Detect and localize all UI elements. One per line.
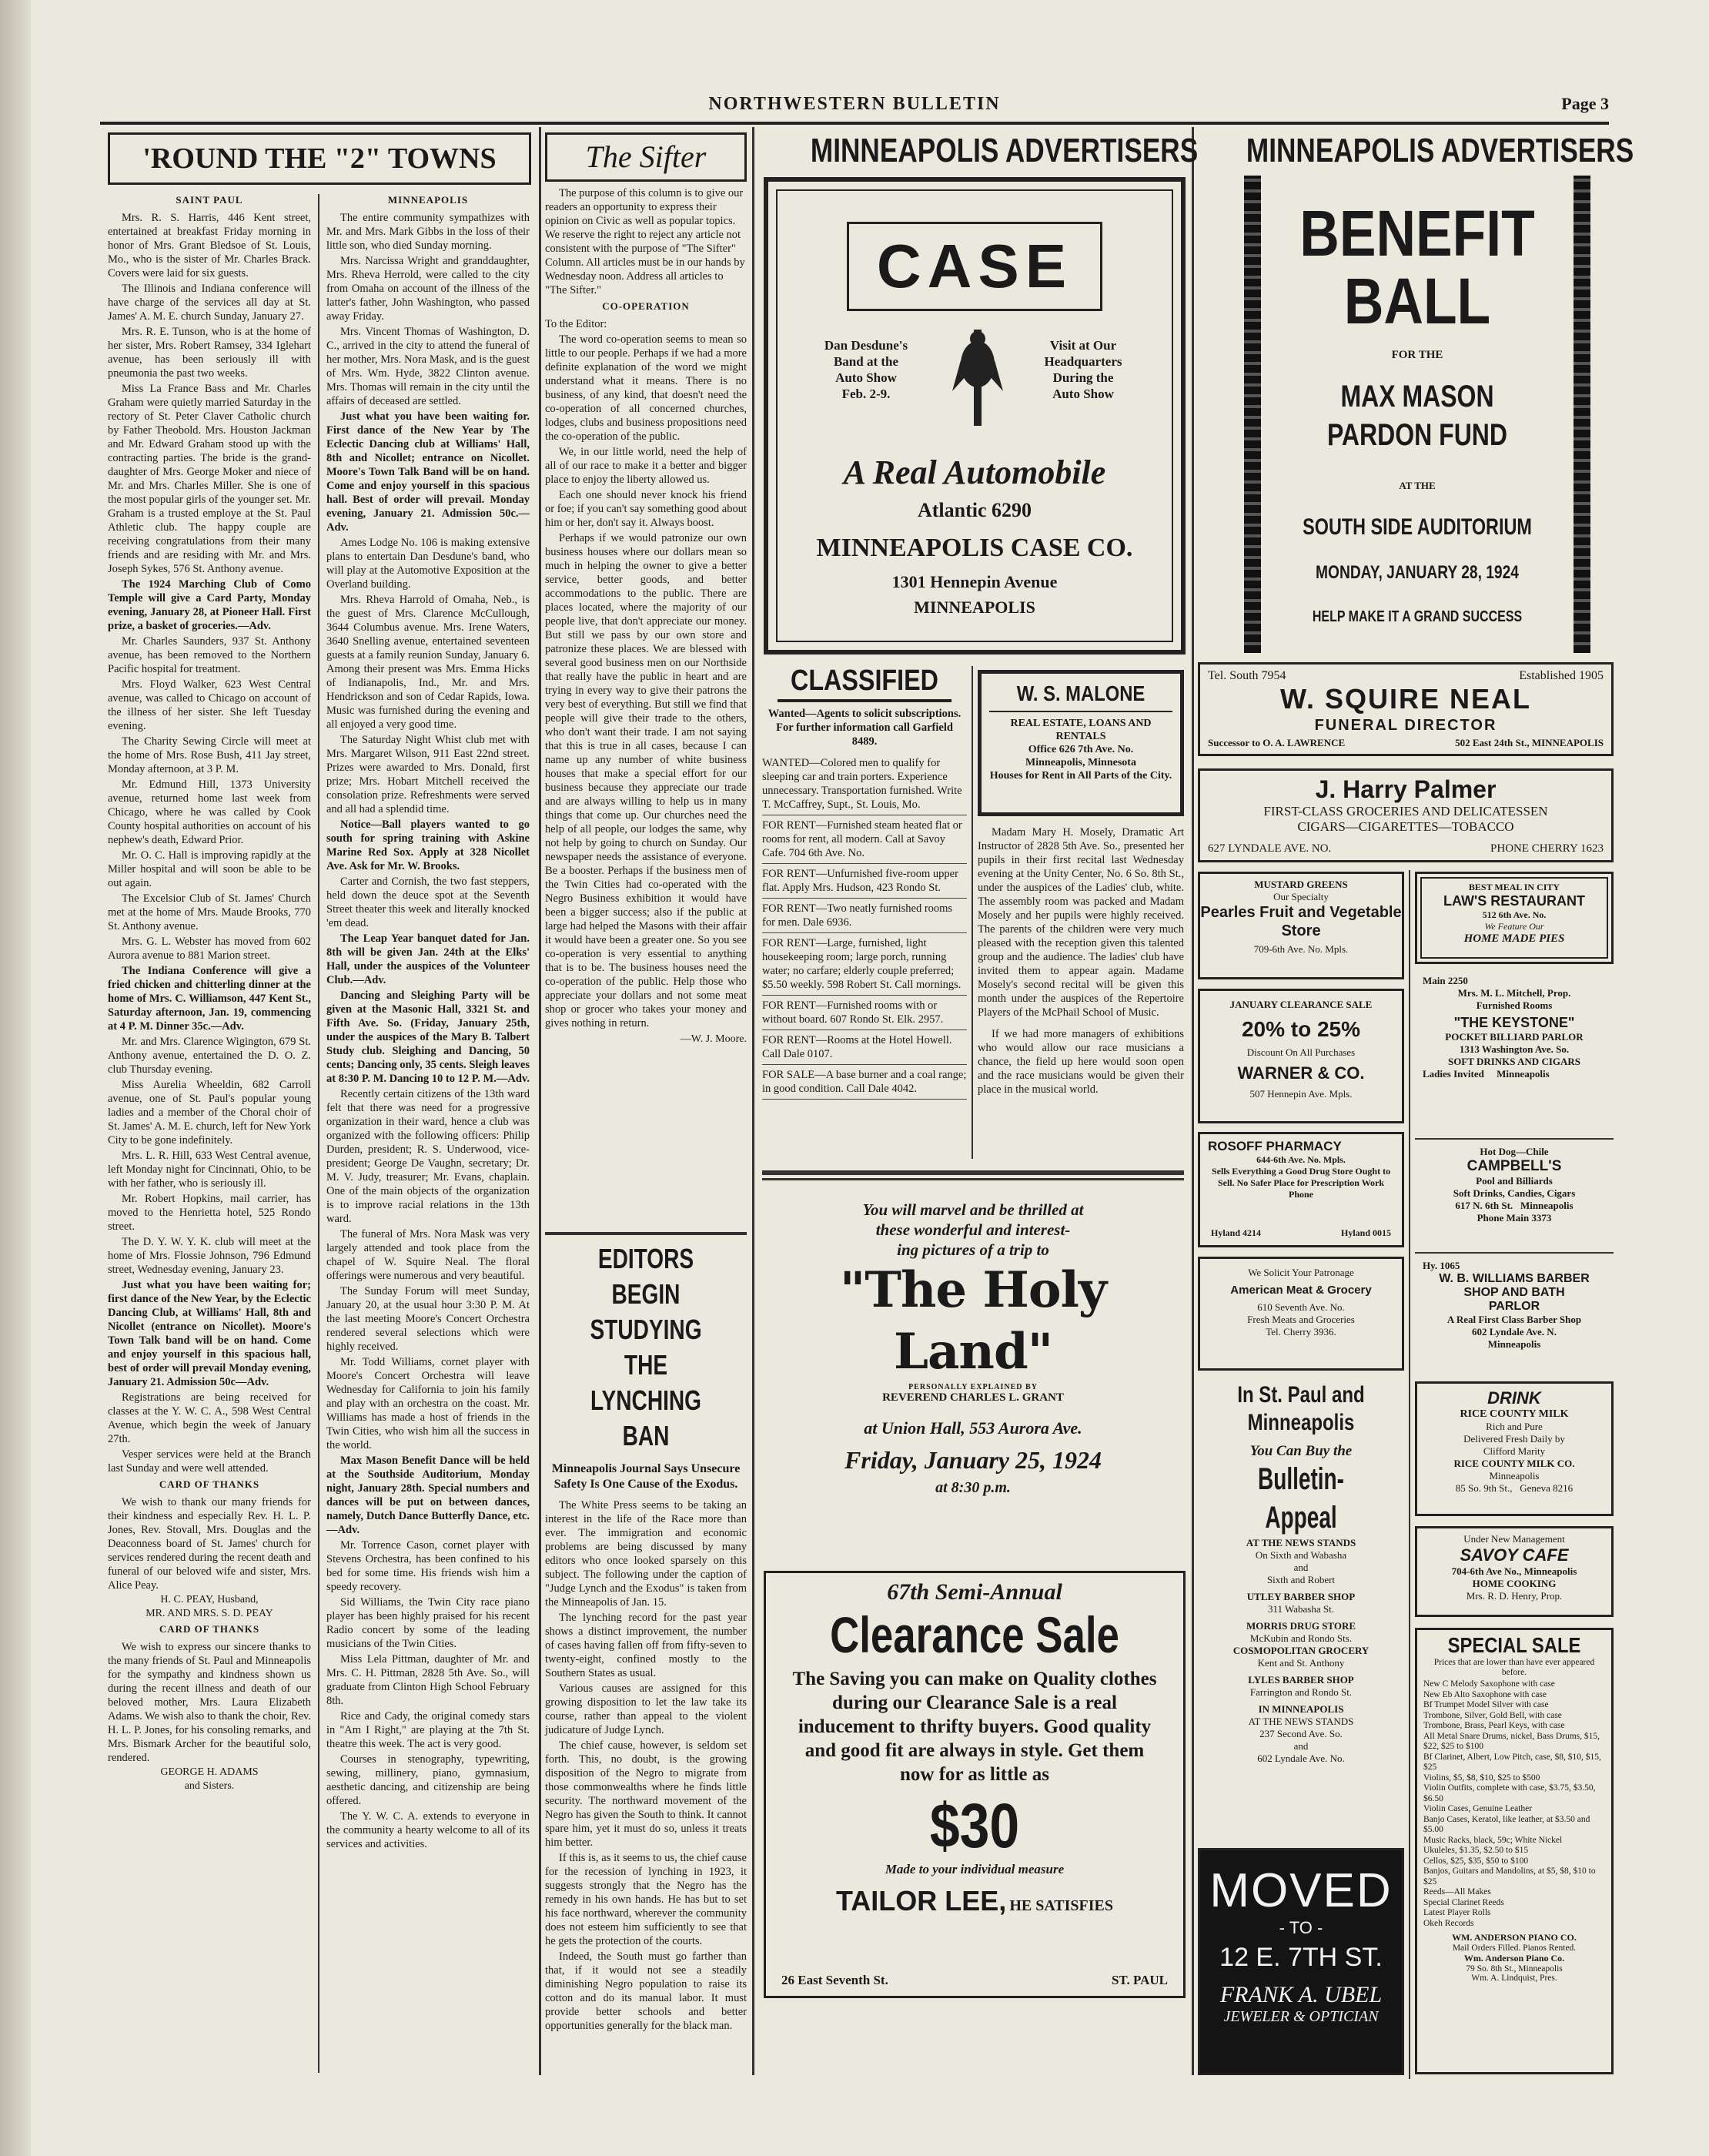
signature: MR. AND MRS. S. D. PEAY (145, 1608, 273, 1619)
news-item: The Excelsior Club of St. James' Church met at the home of Mrs. Maude Brooks, 770 St. Anthony avenue. (108, 892, 311, 932)
milk-name: RICE COUNTY MILK (1460, 1408, 1569, 1420)
article-paragraph: Madam Mary H. Mosely, Dramatic Art Instructor of 2828 5th Ave. So., presented her pupils in their first recital last Wednesday evening at the Unity Center, No. 6 So. 8th St., under the auspices of the Ladies' club, white. The assembly room was packed and Madam Mosely and her pupils were highly received. The parents of the children were very much pleased with the reception given this talented group and the audience. The ladies' club have invited them to appear again. Madame Mosely's second recital will be given this month under the auspices of the Repertoire Players of the McPhail School of Music. (978, 826, 1184, 1019)
classified-item: FOR RENT—Furnished steam heated flat or rooms for rent, all modern. Call at Savoy Cafe. 704 6th Ave. No. (762, 815, 967, 864)
holy-land-reverend: REVEREND CHARLES L. GRANT (882, 1391, 1064, 1404)
classified-item: WANTED—Colored men to qualify for sleeping car and train porters. Experience unnecessary. Transportation furnished. Write T. McCaffrey, Supt., St. Louis, Mo. (762, 753, 967, 815)
news-item: Courses in stenography, typewriting, sewing, millinery, piano, gymnasium, aesthetic dancing, and citizenship are being offered. (326, 1753, 530, 1807)
news-item: Miss Lela Pittman, daughter of Mr. and Mrs. C. H. Pittman, 2828 5th Ave. So., will graduate from Clinton High School February 8th. (326, 1653, 530, 1707)
warner-line: Discount On All Purchases (1246, 1046, 1356, 1058)
holy-land-ad (762, 1186, 1184, 1496)
decorative-border (1574, 176, 1590, 653)
news-item: Mr. Charles Saunders, 937 St. Anthony avenue, has been removed to the Northern Pacific hospital for treatment. (108, 635, 311, 675)
campbell-address: 617 N. 6th St. Minneapolis (1455, 1200, 1574, 1211)
special-firm: Wm. A. Lindquist, Pres. (1471, 1974, 1557, 1983)
news-item: Mr. Edmund Hill, 1373 University avenue, returned home last week from Chicago, where he was called by Cook County hospital authorities on account of his nephew's death, Edward Prior. (108, 778, 311, 846)
benefit-slogan: HELP MAKE IT A GRAND SUCCESS (1312, 608, 1523, 625)
pearles-name: Store (1281, 922, 1321, 939)
news-item: Mrs. Narcissa Wright and granddaughter, Mrs. Rheva Herrold, were called to the city from Omaha on account of the illness of the latter's father, John Washington, who passed away Friday. (326, 255, 530, 323)
section-title: 'ROUND THE "2" TOWNS (142, 142, 497, 175)
moved-trade: JEWELER & OPTICIAN (1223, 2008, 1379, 2025)
sale-item: Latest Player Rolls (1423, 1908, 1491, 1917)
savoy-address: 704-6th Ave No., Minneapolis (1451, 1565, 1577, 1577)
special-sale-list (1417, 1678, 1611, 1929)
pardon-fund: PARDON FUND (1326, 418, 1508, 452)
news-item: The 1924 Marching Club of Como Temple will give a Card Party, Monday evening, January 28, at Pioneer Hall. First prize, a basket of groceries.—Adv. (108, 578, 311, 632)
case-address: 1301 Hennepin Avenue (891, 572, 1058, 591)
headline-line: STUDYING THE (590, 1314, 702, 1381)
column-rule (752, 127, 754, 2075)
neal-address: 502 East 24th St., MINNEAPOLIS (1455, 737, 1604, 748)
news-item: Mrs. Rheva Harrold of Omaha, Neb., is the guest of Mrs. Clarence McCullough, 3644 Columbus avenue. Mrs. Irene Waters, 3640 Snelling avenue, entertained seventeen guests at a family reunion Sunday, January 6. Among their present was Mrs. Emma Hicks of Indianapolis, Ind., Mr. and Mrs. Hendrickson and son of Cedar Rapids, Iowa. Music was furnished during the evening and all enjoyed a very good time. (326, 594, 530, 731)
neal-title: FUNERAL DIRECTOR (1314, 717, 1497, 734)
sale-item: Banjos, Guitars and Mandolins, at $5, $8, $10 to $25 (1423, 1866, 1596, 1886)
letter-paragraph: We, in our little world, need the help of all of our race to make it a better and bigger place to enjoy the liberty allowed us. (545, 446, 747, 486)
savoy-cafe-ad (1415, 1526, 1614, 1617)
paper-name: NORTHWESTERN BULLETIN (708, 94, 1001, 114)
advertisers-banner-text: MINNEAPOLIS ADVERTISERS (1246, 132, 1634, 169)
eagle-emblem-icon (951, 322, 1005, 430)
article-paragraph: If this is, as it seems to us, the chief cause for the recession of lynching in 1923, it suggests strongly that the Negro has the remedy in his own hands. He has but to set his face northward, wherever the community does not esteem him sufficiently to see that he gets the protection of the courts. (545, 1852, 747, 1947)
article-deck: Minneapolis Journal Says Unsecure Safety Is One Cause of the Exodus. (551, 1462, 741, 1491)
malone-line: Houses for Rent in All Parts of the City. (989, 770, 1172, 782)
holy-land-intro: these wonderful and interest- (875, 1220, 1071, 1239)
clearance-subtitle: 67th Semi-Annual (887, 1579, 1062, 1605)
williams-address: 602 Lyndale Ave. N. (1472, 1326, 1557, 1337)
card-of-thanks-heading: CARD OF THANKS (159, 1478, 260, 1490)
warner-address: 507 Hennepin Ave. Mpls. (1249, 1088, 1353, 1100)
column-rule (539, 127, 541, 2075)
milk-line: Clifford Marity (1483, 1445, 1546, 1457)
classified-item: FOR RENT—Furnished rooms with or without board. 607 Rondo St. Elk. 2957. (762, 996, 967, 1030)
news-item: Mrs. R. S. Harris, 446 Kent street, entertained at breakfast Friday morning in honor of Mrs. Grant Bledsoe of St. Louis, Mo., who is the sister of Mr. Charles Brack. Covers were laid for six guests. (108, 212, 311, 280)
special-firm: WM. ANDERSON PIANO CO. (1452, 1932, 1577, 1943)
neal-established: Established 1905 (1519, 669, 1604, 682)
benefit-title: BENEFIT (1299, 197, 1535, 270)
bulletin-line: You Can Buy the (1249, 1443, 1353, 1459)
rosoff-address: 644-6th Ave. No. Mpls. (1256, 1154, 1346, 1165)
classified-title: CLASSIFIED (778, 662, 951, 702)
news-item: Mrs. G. L. Webster has moved from 602 Aurora avenue to 881 Marion street. (108, 936, 311, 962)
case-company: MINNEAPOLIS CASE CO. (816, 534, 1133, 562)
holy-land-intro: ing pictures of a trip to (897, 1240, 1049, 1259)
warner-discount: 20% to 25% (1241, 1017, 1361, 1041)
williams-name: PARLOR (1488, 1300, 1540, 1313)
news-item: The entire community sympathizes with Mr. and Mrs. Mark Gibbs in the loss of their little son, who died Sunday morning. (326, 212, 530, 252)
sale-item: Banjo Cases, Keratol, like leather, at $3.50 and $5.00 (1423, 1814, 1590, 1834)
malone-ad (978, 670, 1184, 816)
rosoff-name: ROSOFF PHARMACY (1208, 1139, 1342, 1153)
classified-intro: Wanted—Agents to solicit subscriptions. For further information call Garfield 8489. (768, 708, 962, 748)
malone-line: Office 626 7th Ave. No. (1028, 744, 1134, 755)
article-paragraph: The chief cause, however, is seldom set forth. This, no doubt, is the growing disposition of the Negro to migrate from those commonwealths where he finds little security. The northward movement of the Negro has given the South to think. It cannot spare him, yet it must do so, unless it treats him better. (545, 1739, 747, 1849)
column-rule (1192, 127, 1194, 2075)
at-the: AT THE (1399, 480, 1436, 491)
savoy-line: Under New Management (1463, 1533, 1565, 1545)
article-headline (567, 1241, 724, 1454)
palmer-ad (1198, 768, 1614, 862)
news-item: Vesper services were held at the Branch last Sunday and were well attended. (108, 1448, 311, 1475)
pearles-address: 709-6th Ave. No. Mpls. (1253, 943, 1349, 955)
bulletin-appeal-ad (1198, 1381, 1404, 1789)
laws-restaurant-ad (1415, 872, 1614, 964)
news-item: The Leap Year banquet dated for Jan. 8th will be given Jan. 24th at the Elks' Hall, under the auspices of the Volunteer Club.—Adv. (326, 932, 530, 986)
holy-land-date: Friday, January 25, 1924 (844, 1446, 1102, 1474)
case-ad (764, 177, 1186, 654)
news-item: The D. Y. W. Y. K. club will meet at the home of Mrs. Flossie Johnson, 796 Edmund street, Wednesday evening, January 23. (108, 1236, 311, 1276)
sale-item: New C Melody Saxophone with case (1423, 1679, 1555, 1689)
pearles-ad (1198, 872, 1404, 979)
palmer-name: J. Harry Palmer (1315, 775, 1497, 803)
rosoff-phone: Hyland 4214 (1211, 1227, 1262, 1238)
milk-city: Minneapolis (1489, 1470, 1540, 1481)
sale-item: Music Racks, black, 59c; White Nickel (1423, 1835, 1563, 1845)
holy-land-intro: You will marvel and be thrilled at (862, 1200, 1084, 1219)
newsstand-list: AT THE NEWS STANDS On Sixth and Wabasha and Sixth and Robert UTLEY BARBER SHOP 311 Wabasha St. MORRIS DRUG STORE McKubin and Rondo Sts. COSMOPOLITAN GROCERY Kent and St. Anthony LYLES BARBER SHOP Farrington and Rondo St. IN MINNEAPOLIS AT THE NEWS STANDS 237 Second Ave. So. and 602 Lyndale Ave. No. (1232, 1537, 1370, 1764)
neal-tel: Tel. South 7954 (1208, 669, 1286, 682)
classified-section (762, 662, 967, 1167)
tailor-lee-ad (764, 1571, 1186, 1998)
laws-address: 512 6th Ave. No. (1482, 909, 1547, 920)
news-item: Mrs. Floyd Walker, 623 West Central avenue, was called to Chicago on account of the illness of her sister. She left Tuesday evening. (108, 678, 311, 732)
williams-city: Minneapolis (1487, 1338, 1541, 1350)
sale-item: Cellos, $25, $35, $50 to $100 (1423, 1856, 1529, 1866)
benefit-ball-ad (1198, 176, 1614, 653)
clearance-price: $30 (929, 1791, 1020, 1861)
article-paragraph: Various causes are assigned for this growing disposition to let the law take its course, rather than appeal to the violent judicature of Judge Lynch. (545, 1682, 747, 1736)
news-item: The funeral of Mrs. Nora Mask was very largely attended and took place from the chapel of W. Squire Neal. The floral offerings were numerous and very beautiful. (326, 1228, 530, 1282)
news-item: The Saturday Night Whist club met with Mrs. Margaret Wilson, 911 East 22nd street. Prizes were awarded to Mrs. Donald, first prize; Mrs. Hobart Mitchell received the consolation prize. Refreshments were served and all had a splendid time. (326, 734, 530, 815)
keystone-phone: Main 2250 (1423, 975, 1468, 986)
round-the-towns-section (108, 132, 531, 2081)
letter-heading: CO-OPERATION (602, 300, 690, 312)
rosoff-line: Sells Everything a Good Drug Store Ought to Sell. No Safer Place for Prescription Work (1211, 1166, 1391, 1188)
article-paragraph: Indeed, the South must go farther than that, if it would not see a steadily diminishing Negro population to raise its cotton and do its manual labor. It must provide better schools and better opportunities generally for the black man. (545, 1950, 747, 2032)
venue: SOUTH SIDE AUDITORIUM (1303, 514, 1532, 540)
keystone-line: Ladies Invited Minneapolis (1423, 1068, 1550, 1080)
clearance-title: Clearance Sale (830, 1606, 1119, 1663)
article-paragraph: If we had more managers of exhibitions who would allow our race musicians a chance, the field up here would soon open and the race musicians would be given their place in the musical world. (978, 1028, 1184, 1096)
card-of-thanks-heading: CARD OF THANKS (159, 1623, 260, 1635)
american-line: We Solicit Your Patronage (1248, 1267, 1354, 1278)
campbell-line: Hot Dog—Chile (1480, 1146, 1549, 1157)
holy-land-place: at Union Hall, 553 Aurora Ave. (864, 1418, 1082, 1438)
neal-name: W. SQUIRE NEAL (1279, 683, 1532, 715)
news-item: Miss Aurelia Wheeldin, 682 Carroll avenue, one of St. Paul's popular young ladies and a member of the Choral choir of St. James' A. M. E. church, left for New York City to be gone indefinitely. (108, 1079, 311, 1147)
milk-company: RICE COUNTY MILK CO. (1453, 1458, 1575, 1469)
ball-title: BALL (1343, 265, 1491, 337)
news-item: Carter and Cornish, the two fast steppers, held down the deuce spot at the Seventh Street theater this week and literally knocked 'em dead. (326, 875, 530, 929)
news-item: Registrations are being received for classes at the Y. W. C. A., 598 West Central Avenue, which begin the week of January 27th. (108, 1391, 311, 1445)
news-item: The Sunday Forum will meet Sunday, January 20, at the usual hour 3:30 P. M. At the last meeting Moore's Concert Orchestra rendered several selections which were highly received. (326, 1285, 530, 1353)
article-paragraph: The lynching record for the past year shows a distinct improvement, the number of cases having fallen off from fifty-seven to twenty-eight, confined mostly to the Southern States as usual. (545, 1612, 747, 1679)
advertisers-banner (762, 129, 1199, 172)
news-item: Dancing and Sleighing Party will be given at the Masonic Hall, 3321 St. and Fifth Ave. So. (Friday, January 25th, under the auspices of the Mary B. Talbert Study club. Sleighing and Dancing, 50 cents; Dancing only, 35 cents. Sleigh leaves at 8:30 P. M. Dancing 10 to 12 P. M.—Adv. (326, 989, 530, 1085)
bulletin-title: Bulletin-Appeal (1258, 1462, 1344, 1535)
american-address: 610 Seventh Ave. No. (1257, 1301, 1345, 1313)
classified-item: FOR RENT—Unfurnished five-room upper flat. Apply Mrs. Hudson, 423 Rondo St. (762, 864, 967, 899)
signature: GEORGE H. ADAMS (160, 1766, 259, 1778)
neal-successor: Successor to O. A. LAWRENCE (1208, 737, 1346, 748)
tailor-city: ST. PAUL (1111, 1973, 1168, 1987)
case-tagline: A Real Automobile (843, 454, 1106, 491)
williams-line: A Real First Class Barber Shop (1446, 1314, 1582, 1325)
milk-line: Delivered Fresh Daily by (1463, 1433, 1565, 1445)
advertisers-banner (1198, 129, 1634, 172)
campbell-line: Pool and Billiards (1476, 1175, 1553, 1187)
editors-article (545, 1241, 747, 2077)
sale-item: Special Clarinet Reeds (1423, 1897, 1504, 1907)
tailor-name: TAILOR LEE, (835, 1885, 1007, 1917)
williams-phone: Hy. 1065 (1423, 1260, 1460, 1271)
williams-barber-ad (1415, 1260, 1614, 1375)
pearles-name: Pearles Fruit and Vegetable (1200, 904, 1402, 921)
keystone-name: "THE KEYSTONE" (1453, 1015, 1575, 1030)
malone-name: W. S. MALONE (1016, 681, 1145, 705)
classified-item: FOR SALE—A base burner and a coal range; in good condition. Call Dale 4042. (762, 1065, 967, 1100)
sale-item: Trombone, Brass, Pearl Keys, with case (1423, 1721, 1565, 1730)
sale-item: All Metal Snare Drums, nickel, Bass Drums, $15, $22, $25 to $100 (1423, 1731, 1600, 1751)
event-date: MONDAY, JANUARY 28, 1924 (1316, 562, 1519, 583)
column-rule (972, 666, 973, 1159)
page-header (100, 91, 1609, 125)
case-logo: CASE (847, 222, 1102, 311)
section-title-box (108, 132, 531, 185)
news-item: Mrs. R. E. Tunson, who is at the home of her sister, Mrs. Robert Ramsey, 334 Iglehart avenue, has been seriously ill with pneumonia the past two weeks. (108, 326, 311, 380)
pearles-line: Our Specialty (1273, 891, 1329, 902)
keystone-address: 1313 Washington Ave. So. (1459, 1043, 1570, 1055)
tailor-line (766, 1885, 1183, 1917)
news-item: The Illinois and Indiana conference will have charge of the services all day at St. James' A. M. E. church Sunday, January 27. (108, 283, 311, 323)
rosoff-phone: Hyland 0015 (1340, 1227, 1391, 1238)
savoy-owner: Mrs. R. D. Henry, Prop. (1466, 1590, 1563, 1602)
campbell-line: Soft Drinks, Candies, Cigars (1453, 1187, 1576, 1199)
campbells-ad (1415, 1146, 1614, 1246)
news-item: Mr. and Mrs. Clarence Wigington, 679 St. Anthony avenue, entertained the D. O. Z. club Thursday evening. (108, 1036, 311, 1076)
minneapolis-heading: MINNEAPOLIS (387, 194, 469, 206)
milk-address: 85 So. 9th St., Geneva 8216 (1455, 1482, 1574, 1494)
section-rule (1415, 1138, 1614, 1140)
moved-address: 12 E. 7TH ST. (1219, 1943, 1383, 1972)
section-rule (762, 1178, 1184, 1180)
page-number: Page 3 (1561, 94, 1609, 113)
williams-name: W. B. WILLIAMS BARBER (1439, 1272, 1590, 1285)
signature: H. C. PEAY, Husband, (160, 1594, 259, 1605)
warner-line: JANUARY CLEARANCE SALE (1229, 999, 1373, 1010)
tailor-address: 26 East Seventh St. (781, 1973, 888, 1987)
st-paul-column (108, 191, 311, 2077)
headline-line: EDITORS BEGIN (597, 1243, 694, 1310)
news-item: Mrs. L. R. Hill, 633 West Central avenue, left Monday night for Cincinnati, Ohio, to be with her father, who is seriously ill. (108, 1150, 311, 1190)
squire-neal-ad (1198, 662, 1614, 756)
keystone-line: POCKET BILLIARD PARLOR (1445, 1031, 1584, 1043)
news-item: Recently certain citizens of the 13th ward felt that there was need for a progressive organization in their ward, hence a club was organized with the following officers: Philip Durden, president; R. S. Underwood, vice-president; George De Vaughn, secretary; Dr. M. V. Judy, treasurer; Mr. Evans, chaplain. One of the main objects of the organization is to improve racial relations in the 13th ward. (326, 1088, 530, 1225)
case-left-text: Dan Desdune's Band at the Auto Show Feb. 2-9. (824, 338, 908, 401)
news-item: Mr. Torrence Cason, cornet player with Stevens Orchestra, has been confined to his bed for some time. His friends wish him a speedy recovery. (326, 1539, 530, 1593)
savoy-line: HOME COOKING (1472, 1578, 1557, 1589)
campbell-name: CAMPBELL'S (1467, 1158, 1562, 1174)
sale-item: Ukuleles, $1.35, $2.50 to $15 (1423, 1846, 1529, 1855)
sale-item: New Eb Alto Saxophone with case (1423, 1689, 1547, 1699)
sale-item: Okeh Records (1423, 1918, 1474, 1928)
news-item: Notice—Ball players wanted to go south for spring training with Askine Marine Red Sox. Apply at 328 Nicollet Ave. Ask for Mr. W. Brooks. (326, 819, 530, 872)
rosoff-ad (1198, 1132, 1404, 1247)
news-item: Sid Williams, the Twin City race piano player has been highly praised for his recent Radio concert by some of the leading musicians of the Twin Cities. (326, 1596, 530, 1650)
case-right-text: Visit at Our Headquarters During the Auto Show (1044, 338, 1122, 401)
decorative-border (1244, 176, 1261, 653)
warner-name: WARNER & CO. (1237, 1063, 1365, 1083)
american-phone: Tel. Cherry 3936. (1266, 1326, 1336, 1337)
malone-line: Minneapolis, Minnesota (1025, 757, 1136, 768)
sale-item: Bf Trumpet Model Silver with case (1423, 1700, 1549, 1709)
bulletin-line: Minneapolis (1247, 1410, 1355, 1435)
section-rule (1415, 1252, 1614, 1254)
news-item: Miss La France Bass and Mr. Charles Graham were quietly married Saturday in the rectory of St. Peter Claver Catholic church by Father Theobold. Mrs. Houston Jackman and Mr. Edward Graham stood up with the contracting parties. The bride is the grand-daughter of Mrs. George Moker and niece of Mr. and Mrs. Charles Miller. She is one of the most popular girls of the younger set. Mr. Graham is a trusted employe at the St. Paul Athletic club. The happy couple are receiving congratulations from their many friends and are residing with Mr. and Mrs. Joseph Sykes, 576 St. Anthony avenue. (108, 383, 311, 575)
palmer-address: 627 LYNDALE AVE. NO. (1208, 842, 1332, 855)
news-item: Rice and Cady, the original comedy stars in "Am I Right," are playing at the 7th St. theatre this week. The act is very good. (326, 1710, 530, 1750)
news-item: The Y. W. C. A. extends to everyone in the community a hearty welcome to all of its services and activities. (326, 1810, 530, 1850)
special-sale-ad (1415, 1628, 1614, 2074)
holy-land-title: "The Holy Land" (839, 1261, 1107, 1381)
sale-item: Bf Clarinet, Albert, Low Pitch, case, $8, $10, $15, $25 (1423, 1752, 1601, 1772)
moved-ad (1198, 1848, 1404, 2075)
signature: and Sisters. (184, 1780, 235, 1792)
clearance-body: The Saving you can make on Quality clothes during our Clearance Sale is a real inducement to thrifty buyers. Good quality and good fit are always in style. Get them now for as little as (792, 1669, 1157, 1785)
news-item: Mr. Todd Williams, cornet player with Moore's Concert Orchestra will leave Wednesday for California to join his family and play with an orchestra on the coast. Mr. Williams has made a host of friends in the Twin Cities, who wish him all the success in the world. (326, 1356, 530, 1451)
section-rule (545, 1232, 747, 1235)
headline-line: LYNCHING BAN (590, 1384, 702, 1451)
holy-land-time: at 8:30 p.m. (935, 1479, 1011, 1496)
savoy-name: SAVOY CAFE (1460, 1545, 1569, 1565)
keystone-owner: Mrs. M. L. Mitchell, Prop. (1457, 987, 1571, 999)
letter-paragraph: Each one should never knock his friend or foe; if you can't say something good about him or her, don't say it. Always boost. (545, 489, 747, 529)
keystone-line: SOFT DRINKS AND CIGARS (1447, 1056, 1581, 1067)
sifter-title: The Sifter (585, 139, 707, 174)
american-line: Fresh Meats and Groceries (1247, 1314, 1355, 1325)
classified-item: FOR RENT—Large, furnished, light housekeeping room; large porch, running water; no carfare; elderly couple preferred; $5.50 weekly. 598 Robert St. Call mornings. (762, 933, 967, 996)
column-rule (318, 194, 319, 2073)
laws-pies: HOME MADE PIES (1463, 932, 1565, 945)
sale-item: Trombone, Silver, Gold Bell, with case (1423, 1710, 1562, 1720)
keystone-line: Furnished Rooms (1476, 999, 1553, 1011)
laws-name: LAW'S RESTAURANT (1443, 893, 1585, 909)
case-phone: Atlantic 6290 (917, 499, 1032, 521)
williams-name: SHOP AND BATH (1463, 1286, 1565, 1299)
american-name: American Meat & Grocery (1230, 1284, 1372, 1297)
special-firm: 79 So. 8th St., Minneapolis (1466, 1964, 1563, 1974)
tailor-satisfies: HE SATISFIES (1009, 1897, 1113, 1914)
letter-paragraph: The word co-operation seems to mean so little to our people. Perhaps if we had a more definite explanation of the word we might understand what it means. There is no business, of any kind, that doesn't need the co-operation of all concerned churches, lodges, clubs and business propositions need the co-operation of the public. (545, 333, 747, 443)
news-item: Ames Lodge No. 106 is making extensive plans to entertain Dan Desdune's band, who will play at the Automotive Exposition at the Overland building. (326, 537, 530, 591)
warner-ad (1198, 989, 1404, 1123)
news-item: Mr. O. C. Hall is improving rapidly at the Miller hospital and will soon be able to be out again. (108, 849, 311, 889)
news-item: The Indiana Conference will give a fried chicken and chitterling dinner at the home of Mrs. C. Williamson, 447 Kent St., Saturday afternoon, Jan. 19, commencing at 4 P. M. Dinner 35c.—Adv. (108, 965, 311, 1033)
sale-item: Violin Cases, Genuine Leather (1423, 1804, 1533, 1813)
milk-ad (1415, 1381, 1614, 1516)
sale-item: Violins, $5, $8, $10, $25 to $500 (1423, 1773, 1540, 1783)
article-paragraph: The White Press seems to be taking an interest in the life of the Race more than ever. The immigration and economic problems are being discussed by many editors who once looked sparsely on this subject. The following under the caption of "Judge Lynch and the Exodus" is taken from the Minneapolis of Jan. 15. (545, 1499, 747, 1609)
news-item: The Charity Sewing Circle will meet at the home of Mrs. Rose Bush, 411 Jay street, Monday afternoon, at 3 P. M. (108, 735, 311, 775)
section-rule (762, 1170, 1184, 1175)
letter-salutation: To the Editor: (545, 318, 607, 330)
max-mason: MAX MASON (1340, 380, 1494, 413)
classified-item: FOR RENT—Two neatly furnished rooms for men. Dale 6936. (762, 899, 967, 933)
minneapolis-column (326, 191, 530, 2077)
sifter-intro: The purpose of this column is to give our readers an opportunity to express their opinion on Civic as well as popular topics. We reserve the right to reject any article not consistent with the purpose of "The Sifter" Column. All articles must be in our hands by Wednesday noon. Address all articles to "The Sifter." (545, 187, 745, 296)
letter-signature: —W. J. Moore. (680, 1033, 747, 1045)
laws-line: We Feature Our (1484, 921, 1544, 932)
card-of-thanks: We wish to thank our many friends for their kindness and especially Rev. H. L. P. Jones, Rev. Stovall, Mrs. Douglas and the Deaconness board of St. James' church for services rendered during the recent death and funeral of our beloved wife and sister, Mrs. Alice Peay. (108, 1496, 311, 1592)
news-item: Mr. Robert Hopkins, mail carrier, has moved to the Henrietta hotel, 525 Rondo street. (108, 1193, 311, 1233)
rosoff-phone-label: Phone (1288, 1189, 1313, 1200)
page-binding-edge (0, 0, 31, 2156)
milk-line: Rich and Pure (1486, 1421, 1543, 1432)
keystone-ad (1415, 975, 1614, 1129)
news-item: Just what you have been waiting for; first dance of the New Year, by the Eclectic Dancing Club, at Williams' Hall, 8th and Nicollet (entrance on Nicollet). Moore's Town Talk band will be on hand. Come and enjoy yourself in this spacious hall, best of order will prevail Monday evening, January 21. Admission 50c—Adv. (108, 1279, 311, 1388)
pearles-line: MUSTARD GREENS (1254, 879, 1348, 890)
sifter-column (545, 132, 747, 1226)
mosely-article (978, 825, 1184, 1164)
milk-drink: DRINK (1487, 1388, 1541, 1408)
bulletin-line: In St. Paul and (1237, 1382, 1365, 1408)
news-item: Just what you have been waiting for. First dance of the New Year by The Eclectic Dancing club at Williams' Hall, 8th and Nicollet; entrance on Nicollet. Moore's Town Talk Band will be on hand. Come and enjoy yourself in this spacious hall. Best of order will prevail. Monday evening, January 21. Admission 50c.—Adv. (326, 410, 530, 534)
palmer-line: CIGARS—CIGARETTES—TOBACCO (1297, 819, 1514, 834)
clearance-measure: Made to your individual measure (885, 1862, 1065, 1876)
holy-land-expl: PERSONALLY EXPLAINED BY (908, 1383, 1038, 1391)
st-paul-heading: SAINT PAUL (176, 194, 243, 206)
for-the: FOR THE (1391, 349, 1443, 361)
letter-paragraph: Perhaps if we would patronize our own business houses where our dollars mean so much in helping the owner to give a better service, better goods, and better accommodations to the public. There are places located, where the majority of our people live, that don't appreciate our money. But still we pass by our own store and patronize these places. We are blessed with several good business men on our Northside that really have the public in heart and are trying in every way to give their patrons the very best of everything. But still we find that people will give their trade to the others, who don't want their trade. I am not saying that this is true in all cases, because I can name up any number of white business houses that make a special effort for our business because they appreciate our trade and are always willing to help us in many things that come up. Our churches need the help of all people, our lodges the same, why not help by going to church on Sunday. Our newspaper needs the assistance of everyone. Be a booster. Perhaps if the business men of the Twin Cities had co-operated with the Negro Business exhibition it would have been a bigger success; also if the public at large had helped the Masons with their affair it would have been a greater one. So you see co-operation is very essential to anything that is to be. The business houses need the co-operation of the public. Help those who appreciate your dollars and not some meat shop or grocer who takes your money and gives nothing in return. (545, 532, 747, 1029)
classified-item: FOR RENT—Rooms at the Hotel Howell. Call Dale 0107. (762, 1030, 967, 1065)
palmer-line: FIRST-CLASS GROCERIES AND DELICATESSEN (1263, 804, 1548, 819)
special-firm: Mail Orders Filled. Pianos Rented. (1452, 1943, 1577, 1953)
sifter-title-box (545, 132, 747, 182)
campbell-phone: Phone Main 3373 (1477, 1212, 1552, 1224)
news-item: Max Mason Benefit Dance will be held at the Southside Auditorium, Monday night, January 28th. Special numbers and dances will be put on between dances, namely, Dutch Dance Butterfly Dance, etc.—Adv. (326, 1455, 530, 1536)
moved-title: MOVED (1209, 1864, 1393, 1917)
moved-to: - TO - (1279, 1918, 1323, 1937)
column-rule (1409, 870, 1410, 2079)
american-meat-ad (1198, 1257, 1404, 1371)
case-city: MINNEAPOLIS (914, 598, 1035, 617)
special-firm: Wm. Anderson Piano Co. (1463, 1953, 1565, 1964)
sale-item: Reeds—All Makes (1423, 1887, 1491, 1897)
special-sale-intro: Prices that are lower than have ever appeared before. (1433, 1658, 1595, 1677)
news-item: Mrs. Vincent Thomas of Washington, D. C., arrived in the city to attend the funeral of her mother, Mrs. Nora Mask, and is the guest of Mrs. Wm. Hyde, 3822 Clinton avenue. Mrs. Thomas will remain in the city until the affairs of deceased are settled. (326, 326, 530, 407)
laws-line: BEST MEAL IN CITY (1468, 882, 1560, 892)
special-sale-title: SPECIAL SALE (1447, 1633, 1581, 1657)
moved-name: FRANK A. UBEL (1219, 1982, 1383, 2007)
malone-line: REAL ESTATE, LOANS AND RENTALS (1010, 718, 1152, 742)
card-of-thanks: We wish to express our sincere thanks to the many friends of St. Paul and Minneapolis for the sympathy and kindness shown us during the recent illness and death of our beloved mother, Mrs. Laura Elizabeth Adams. We wish also to thank the choir, Rev. H. L. P. Jones, for his consoling remarks, and Mrs. Bismark Archer for the beautiful solo, rendered. (108, 1641, 311, 1764)
sale-item: Violin Outfits, complete with case, $3.75, $3.50, $6.50 (1423, 1783, 1596, 1803)
palmer-phone: PHONE CHERRY 1623 (1490, 842, 1604, 855)
advertisers-banner-text: MINNEAPOLIS ADVERTISERS (810, 132, 1199, 169)
